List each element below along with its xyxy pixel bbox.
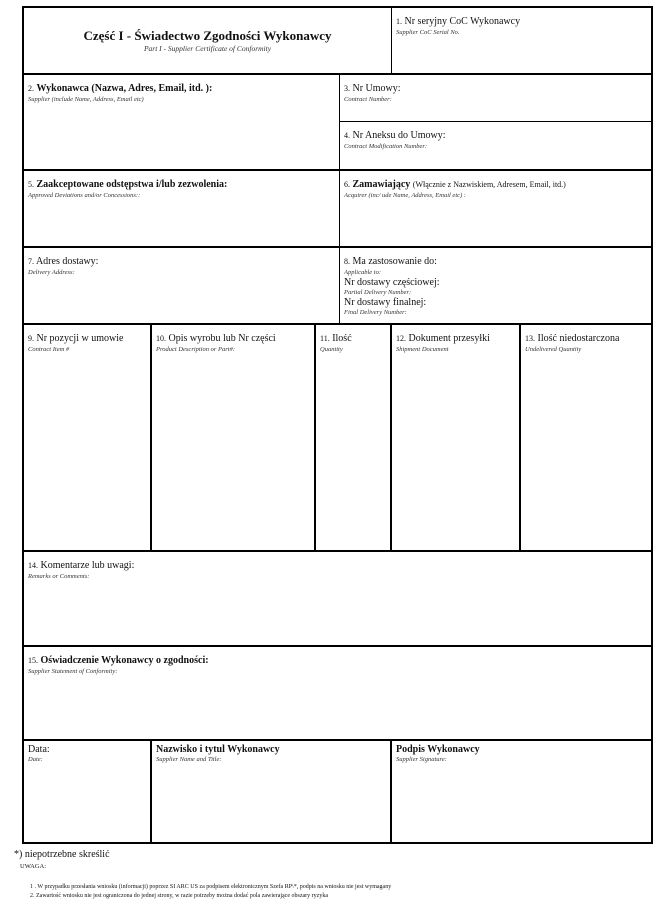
title-cell <box>24 8 392 75</box>
note-1: 1 . W przypadku przesłania wniosku (informacji) poprzez SI ARC US za podpisem elektronicznym Szefa RP\*, podpis na wniosku nie jest wymagany <box>30 884 392 890</box>
box4-sub: Contract Modification Number: <box>344 143 428 150</box>
box10-sub: Product Description or Part#: <box>156 346 236 353</box>
note-2: 2. Zawartość wniosku nie jest ograniczona do jednej strony, w razie potrzeby można dodać pola zawierające obszary ryzyka <box>30 893 328 899</box>
box5-label: Zaakceptowane odstępstwa i/lub zezwolenia: <box>36 179 228 190</box>
box14-sub: Remarks or Comments: <box>28 573 90 580</box>
box4-contract-modification[interactable]: 4. Nr Aneksu do Umowy: Contract Modification Number: <box>340 122 653 171</box>
box3-label: Nr Umowy: <box>352 83 401 94</box>
box11-quantity[interactable]: 11. Ilość Quantity <box>316 325 392 552</box>
box13-undelivered-quantity[interactable]: 13. Ilość niedostarczona Undelivered Quantity <box>521 325 653 552</box>
box8-applicable[interactable]: 8. Ma zastosowanie do: Applicable to: Nr dostawy częściowej: Partial Delivery Number: Nr dostawy finalnej: Final Delivery Number: <box>340 248 653 325</box>
box6-acquirer[interactable]: 6. Zamawiający (Włącznie z Nazwiskiem, Adresem, Email, itd.) Acquirer (inc/ ude Name, Address, Email etc) : <box>340 171 653 248</box>
form-title: Część I - Świadectwo Zgodności Wykonawcy <box>83 28 332 43</box>
box8-label: Ma zastosowanie do: <box>352 256 437 267</box>
final-delivery-sub: Final Delivery Number: <box>344 309 407 316</box>
box15-label: Oświadczenie Wykonawcy o zgodności: <box>40 655 209 666</box>
box2-supplier[interactable]: 2. Wykonawca (Nazwa, Adres, Email, itd. ): Supplier (include Name, Address, Email etc) <box>24 75 340 171</box>
box5-deviations[interactable]: 5. Zaakceptowane odstępstwa i/lub zezwolenia: Approved Deviations and/or Concessions:: <box>24 171 340 248</box>
box3-contract-number[interactable]: 3. Nr Umowy: Contract Number: <box>340 75 653 122</box>
box14-label: Komentarze lub uwagi: <box>40 560 135 571</box>
box6-extra: (Włącznie z Nazwiskiem, Adresem, Email, itd.) <box>412 180 566 189</box>
box14-remarks[interactable]: 14. Komentarze lub uwagi: Remarks or Comments: <box>24 552 653 647</box>
final-delivery-label: Nr dostawy finalnej: <box>344 297 427 308</box>
box4-label: Nr Aneksu do Umowy: <box>352 130 446 141</box>
box3-sub: Contract Number: <box>344 96 392 103</box>
signature-cell[interactable] <box>392 741 653 844</box>
date-label: Data: <box>28 744 50 755</box>
box6-label: Zamawiający <box>352 179 411 190</box>
box6-sub: Acquirer (inc/ ude Name, Address, Email etc) : <box>344 192 466 199</box>
box2-sub: Supplier (include Name, Address, Email etc) <box>28 96 144 103</box>
box5-sub: Approved Deviations and/or Concessions:: <box>28 192 141 199</box>
box12-sub: Shipment Document <box>396 346 449 353</box>
certificate-form <box>22 6 653 844</box>
supplier-name-label: Nazwisko i tytul Wykonawcy <box>156 744 280 755</box>
signature-label: Podpis Wykonawcy <box>396 744 480 755</box>
box8-sub: Applicable to: <box>344 269 382 276</box>
box11-sub: Quantity <box>320 346 343 353</box>
date-cell[interactable] <box>24 741 152 844</box>
box15-statement[interactable]: 15. Oświadczenie Wykonawcy o zgodności: Supplier Statement of Conformity: <box>24 647 653 741</box>
supplier-name-sub: Supplier Name and Title: <box>156 756 222 763</box>
box7-sub: Delivery Address: <box>28 269 75 276</box>
box15-sub: Supplier Statement of Conformity: <box>28 668 118 675</box>
box13-label: Ilość niedostarczona <box>537 333 620 344</box>
date-sub: Date: <box>28 756 43 763</box>
box10-label: Opis wyrobu lub Nr części <box>168 333 276 344</box>
box1-label: Nr seryjny CoC Wykonawcy <box>404 16 521 27</box>
box12-label: Dokument przesyłki <box>408 333 490 344</box>
box13-sub: Undelivered Quantity <box>525 346 582 353</box>
box9-label: Nr pozycji w umowie <box>36 333 124 344</box>
box11-label: Ilość <box>332 333 352 344</box>
signature-sub: Supplier Signature: <box>396 756 447 763</box>
box9-contract-item[interactable]: 9. Nr pozycji w umowie Contract Item # <box>24 325 152 552</box>
box9-sub: Contract Item # <box>28 346 70 353</box>
footnote: *) niepotrzebne skreślić <box>14 849 110 860</box>
box1-sub: Supplier CoC Serial No. <box>396 29 460 36</box>
box1-coc-serial[interactable]: 1. Nr seryjny CoC Wykonawcy Supplier CoC Serial No. <box>392 8 653 75</box>
box2-label: Wykonawca (Nazwa, Adres, Email, itd. ): <box>36 83 213 94</box>
box7-label: Adres dostawy: <box>35 256 99 267</box>
box10-product-description[interactable]: 10. Opis wyrobu lub Nr części Product Description or Part#: <box>152 325 316 552</box>
partial-delivery-sub: Partial Delivery Number: <box>344 289 412 296</box>
supplier-name-cell[interactable] <box>152 741 392 844</box>
form-subtitle: Part I - Supplier Certificate of Conformity <box>143 44 272 53</box>
partial-delivery-label: Nr dostawy częściowej: <box>344 277 440 288</box>
box7-delivery-address[interactable]: 7. Adres dostawy: Delivery Address: <box>24 248 340 325</box>
box12-shipment-document[interactable]: 12. Dokument przesyłki Shipment Document <box>392 325 521 552</box>
uwaga-label: UWAGA: <box>20 863 46 870</box>
